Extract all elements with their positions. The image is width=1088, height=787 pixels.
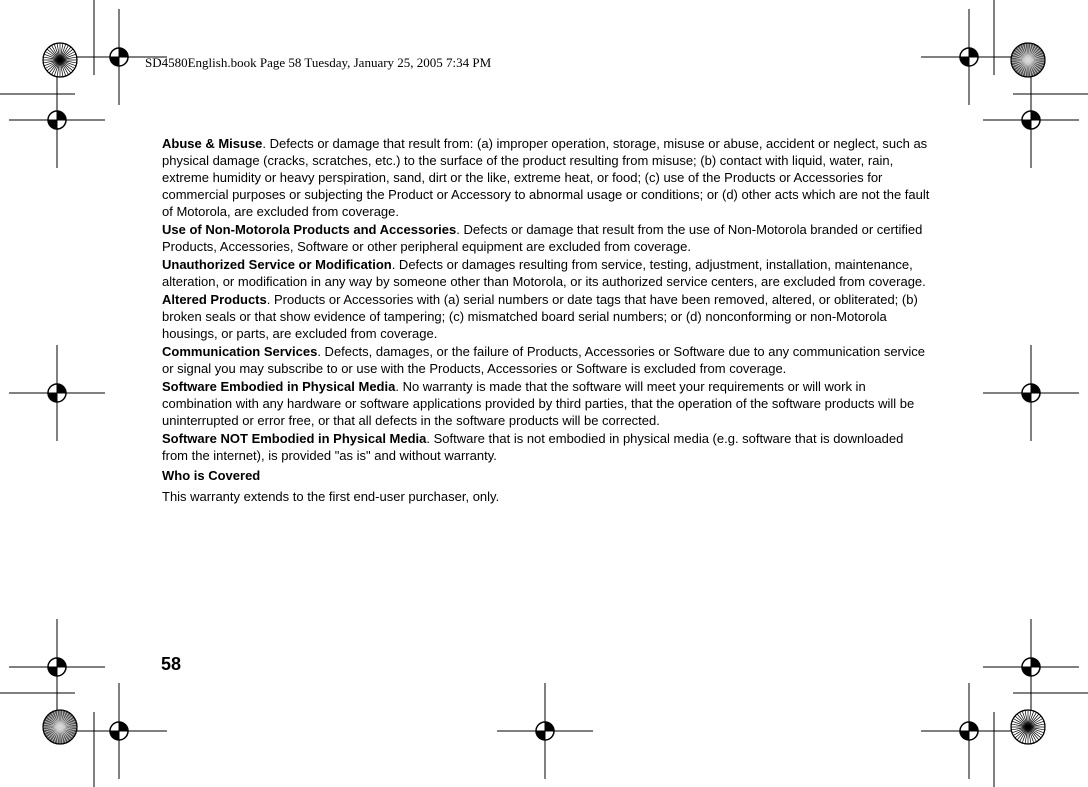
registration-mark-icon <box>71 683 167 779</box>
star-target-icon <box>43 710 77 744</box>
section-altered-products <box>162 291 932 342</box>
section-communication-services <box>162 343 932 377</box>
section-body: . No warranty is made that the software will meet your requirements or will work in combination with any hardware or software applications provided by third parties, that the operation of the software products will be uninterrupted or error free, or that all defects in the software products will be corrected. <box>162 379 915 428</box>
book-header: SD4580English.book Page 58 Tuesday, January 25, 2005 7:34 PM <box>145 55 492 70</box>
section-non-motorola <box>162 221 932 255</box>
star-target-icon <box>1011 710 1045 744</box>
section-abuse-misuse <box>162 135 932 220</box>
section-title: Abuse & Misuse <box>162 136 263 151</box>
section-body: . Products or Accessories with (a) serial numbers or date tags that have been removed, altered, or obliterated; (b) broken seals or that show evidence of tampering; (c) mismatched board serial numbers; or (d) nonconforming or non-Motorola housings, or parts, are excluded from coverage. <box>162 292 918 341</box>
registration-mark-icon <box>9 619 105 715</box>
section-software-embodied <box>162 378 932 429</box>
section-title: Unauthorized Service or Modification <box>162 257 392 272</box>
registration-mark-icon <box>983 345 1079 441</box>
star-target-icon <box>1011 43 1045 77</box>
page-number: 58 <box>161 654 182 674</box>
section-title: Use of Non-Motorola Products and Accessories <box>162 222 457 237</box>
registration-mark-icon <box>9 345 105 441</box>
registration-mark-icon <box>983 619 1079 715</box>
warranty-content <box>162 135 932 505</box>
section-title: Software Embodied in Physical Media <box>162 379 396 394</box>
section-title: Communication Services <box>162 344 318 359</box>
section-body: . Defects or damages resulting from service, testing, adjustment, installation, maintenance, alteration, or modification in any way by someone other than Motorola, or its authorized service centers, are excluded from coverage. <box>162 257 926 289</box>
section-body: . Defects or damage that result from: (a) improper operation, storage, misuse or abuse, accident or neglect, such as physical damage (cracks, scratches, etc.) to the surface of the product resulting from misuse; (b) contact with liquid, water, rain, extreme humidity or heavy perspiration, sand, dirt or the like, extreme heat, or food; (c) use of the Products or Accessories for commercial purposes or subjecting the Product or Accessory to abnormal usage or conditions; or (d) other acts which are not the fault of Motorola, are excluded from coverage. <box>162 136 930 219</box>
section-unauthorized-service <box>162 256 932 290</box>
section-body: . Defects, damages, or the failure of Products, Accessories or Software due to any communication service or signal you may subscribe to or use with the Products, Accessories or Software is excluded from coverage. <box>162 344 926 376</box>
section-body: . Software that is not embodied in physical media (e.g. software that is downloaded from the internet), is provided "as is" and without warranty. <box>162 431 904 463</box>
registration-mark-icon <box>921 9 1017 105</box>
registration-mark-icon <box>983 72 1079 168</box>
star-target-icon <box>43 43 77 77</box>
section-software-not-embodied <box>162 430 932 464</box>
who-covered-text: This warranty extends to the first end-user purchaser, only. <box>162 489 500 504</box>
section-title: Altered Products <box>162 292 267 307</box>
registration-mark-icon <box>9 72 105 168</box>
section-title: Software NOT Embodied in Physical Media <box>162 431 427 446</box>
registration-mark-icon <box>921 683 1017 779</box>
section-body: . Defects or damage that result from the use of Non-Motorola branded or certified Products, Accessories, Software or other peripheral equipment are excluded from coverage. <box>162 222 923 254</box>
who-covered-heading: Who is Covered <box>162 468 261 483</box>
registration-mark-icon <box>497 683 593 779</box>
